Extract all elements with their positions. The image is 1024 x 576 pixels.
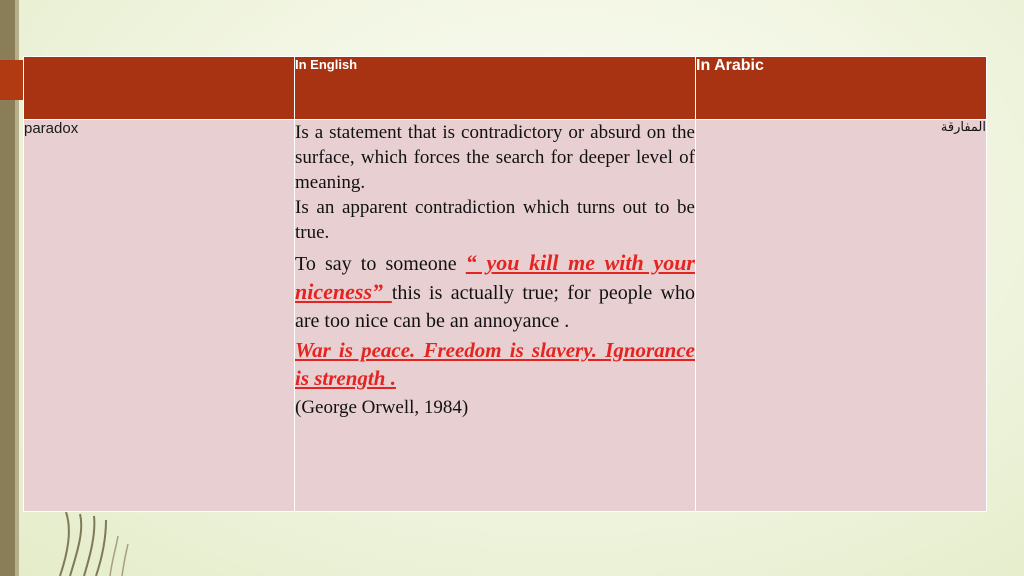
definition-table: [23, 56, 987, 512]
orwell-paragraph: [295, 337, 695, 393]
orwell-quote: War is peace. Freedom is slavery. Ignorance is strength .: [295, 338, 695, 390]
header-english: In English: [295, 57, 696, 120]
table-row: [24, 120, 987, 512]
citation: (George Orwell, 1984): [295, 397, 469, 418]
header-arabic: In Arabic: [696, 57, 987, 120]
example-rest: this is actually true; for people who are too nice can be an annoyance .: [295, 282, 696, 332]
example-paragraph: [295, 249, 695, 335]
example-intro: To say to someone: [295, 253, 466, 275]
arabic-cell: المفارقة: [696, 120, 987, 512]
term-cell: paradox: [24, 120, 295, 512]
header-row: [24, 57, 987, 120]
header-term: [24, 57, 295, 120]
definition-line-1: Is a statement that is contradictory or absurd on the surface, which forces the search for deeper level of meaning.: [295, 122, 695, 193]
definition-line-2: Is an apparent contradiction which turns out to be true.: [295, 197, 695, 243]
definition-cell: [295, 120, 696, 512]
example-quote: “ you kill me with your niceness”: [295, 250, 695, 304]
